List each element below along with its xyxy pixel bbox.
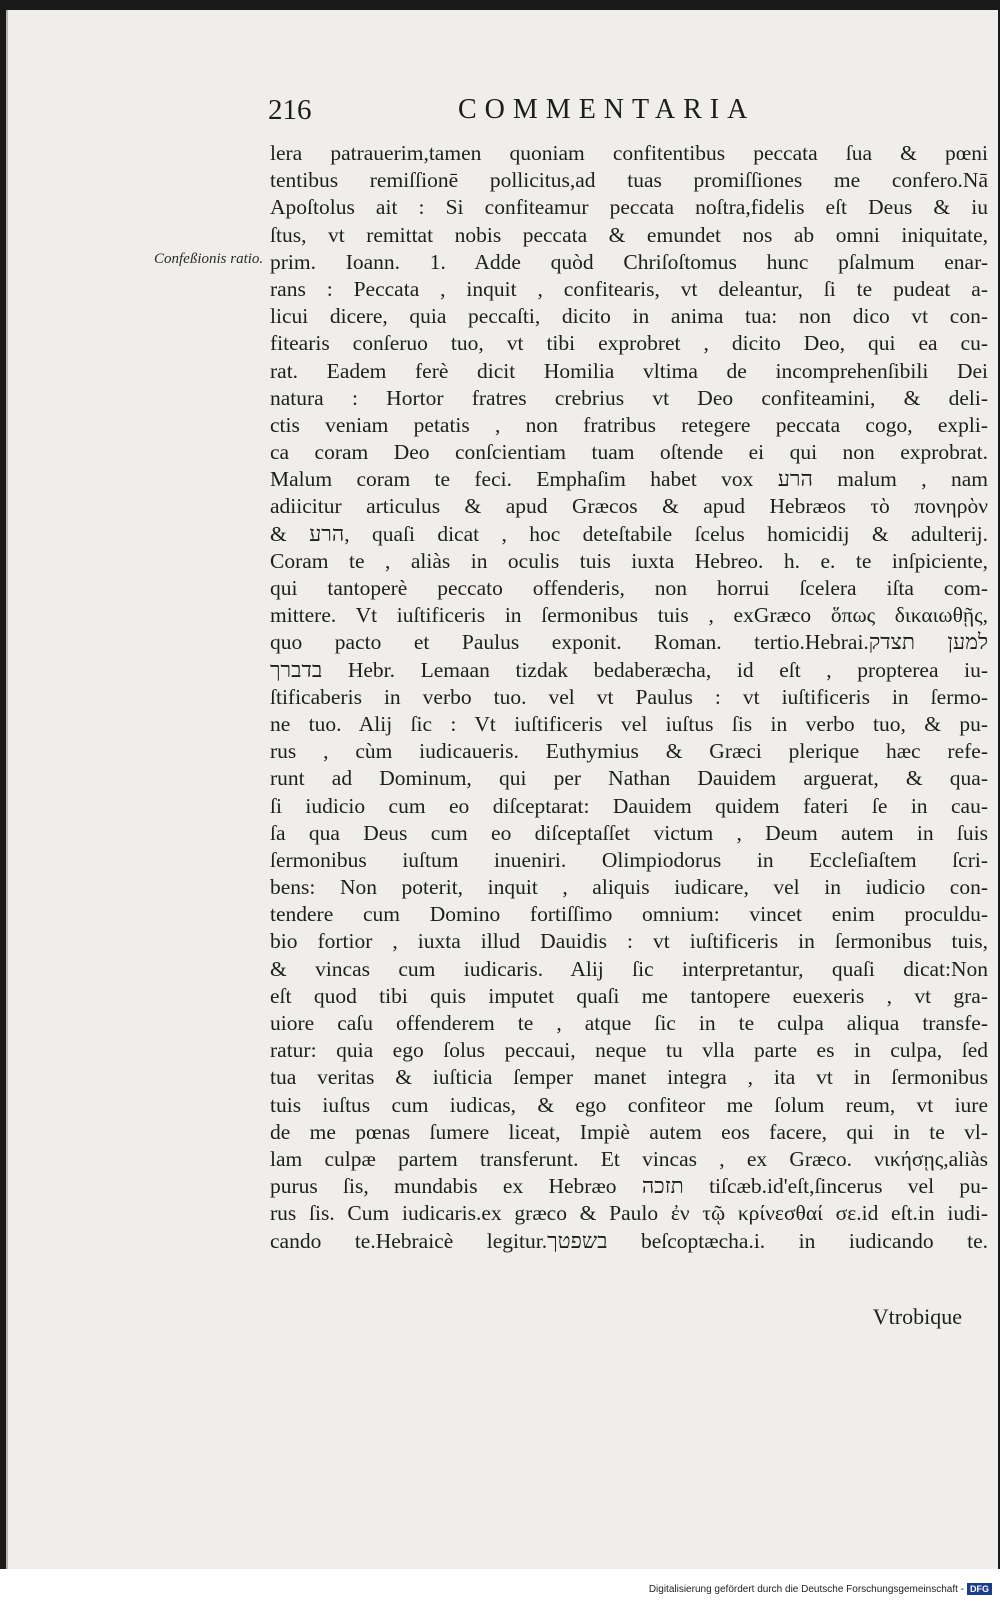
text-line: ſa qua Deus cum eo diſceptaſſet victum , Deum autem in ſuis	[270, 820, 988, 845]
text-line: bens: Non poterit, inquit , aliquis iudicare, vel in iudicio con-	[270, 875, 988, 900]
text-line: mittere. Vt iuſtificeris in ſermonibus tuis , exGræco ὅπως δικαιωθῇς,	[270, 603, 988, 628]
text-line: בדברך Hebr. Lemaan tizdak bedaberæcha, id eſt , propterea iu-	[270, 657, 988, 682]
text-line: rat. Eadem ferè dicit Homilia vltima de incomprehenſibili Dei	[270, 358, 988, 383]
text-line: ſtus, vt remittat nobis peccata & emundet nos ab omni iniquitate,	[270, 222, 988, 247]
text-line: ſtificaberis in verbo tuo. vel vt Paulus : vt iuſtificeris in ſermo-	[270, 684, 988, 709]
text-line: natura : Hortor fratres crebrius vt Deo confiteamini, & deli-	[270, 385, 988, 410]
text-line: licui dicere, quia peccaſti, dicito in anima tua: non dico vt con-	[270, 304, 988, 329]
text-line: qui tantoperè peccato offenderis, non horrui ſcelera iſta com-	[270, 576, 988, 600]
text-line: rus , cùm iudicaueris. Euthymius & Græci plerique hæc refe-	[270, 739, 988, 764]
text-line: de me pœnas ſumere liceat, Impiè autem eos facere, qui in te vl-	[270, 1119, 988, 1144]
text-line: rus ſis. Cum iudicaris.ex græco & Paulo ἐν τῷ κρίνεσθαί σε.id eſt.in iudi-	[270, 1201, 988, 1226]
text-line: ratur: quia ego ſolus peccaui, neque tu vlla parte es in culpa, ſed	[270, 1038, 988, 1063]
text-line: rans : Peccata , inquit , confitearis, vt deleantur, ſi te pudeat a-	[270, 276, 988, 301]
text-line: cando te.Hebraicè legitur.בשפטך beſcoptæcha.i. in iudicando te.	[270, 1228, 988, 1253]
text-line: ca coram Deo conſcientiam tuam oſtende ei qui non exprobrat.	[270, 440, 988, 465]
digitization-credit	[649, 1583, 992, 1595]
text-line: Coram te , aliàs in oculis tuis iuxta Hebreo. h. e. te inſpiciente,	[270, 548, 988, 573]
page-number: 216	[268, 94, 312, 126]
book-page	[6, 10, 998, 1569]
text-line: ſi iudicio cum eo diſceptarat: Dauidem quidem fateri ſe in cau-	[270, 793, 988, 818]
margin-note: Confeßionis ratio.	[154, 251, 264, 267]
catchword: Vtrobique	[872, 1304, 962, 1329]
text-line: Malum coram te feci. Emphaſim habet vox הרע malum , nam	[270, 467, 988, 492]
text-line: tuis iuſtus cum iudicas, & ego confiteor me ſolum reum, vt iure	[270, 1092, 988, 1117]
text-line: ctis veniam petatis , non fratribus retegere peccata cogo, expli-	[270, 412, 988, 437]
dfg-logo: DFG	[967, 1583, 992, 1595]
text-line: & vincas cum iudicaris. Alij ſic interpretantur, quaſi dicat:Non	[270, 956, 988, 981]
page-header	[268, 94, 988, 134]
text-line: purus ſis, mundabis ex Hebræo תזכה tiſcæb.id'eſt,ſincerus vel pu-	[270, 1174, 988, 1199]
text-line: eſt quod tibi quis imputet quaſi me tantopere euexeris , vt gra-	[270, 983, 988, 1008]
text-line: runt ad Dominum, qui per Nathan Dauidem arguerat, & qua-	[270, 766, 988, 791]
text-line: Apoſtolus ait : Si confiteamur peccata noſtra,fidelis eſt Deus & iu	[270, 195, 988, 220]
text-line: fitearis conſeruo tuo, vt tibi exprobret , dicito Deo, qui ea cu-	[270, 331, 988, 356]
text-line: lam culpæ partem transferunt. Et vincas , ex Græco. νικήσῃς,aliàs	[270, 1146, 988, 1171]
credit-text: Digitalisierung gefördert durch die Deutsche Forschungsgemeinschaft -	[648, 1584, 964, 1595]
text-line: ſermonibus iuſtum inueniri. Olimpiodorus in Eccleſiaſtem ſcri-	[270, 847, 988, 872]
text-line: uiore caſu offenderem te , atque ſic in te culpa aliqua transfe-	[270, 1011, 988, 1035]
text-line: lera patrauerim,tamen quoniam confitentibus peccata ſua & pœni	[270, 141, 988, 165]
text-line: quo pacto et Paulus exponit. Roman. tertio.Hebrai.למען תצדק	[270, 630, 988, 655]
text-line: prim. Ioann. 1. Adde quòd Chriſoſtomus hunc pſalmum enar-	[270, 249, 988, 274]
text-line: tendere cum Domino fortiſſimo omnium: vincet enim proculdu-	[270, 902, 988, 927]
running-title: COMMENTARIA	[458, 94, 756, 125]
text-line: bio fortior , iuxta illud Dauidis : vt iuſtificeris in ſermonibus tuis,	[270, 929, 988, 954]
body-text	[270, 140, 988, 1255]
footer-bar	[0, 1569, 1000, 1601]
text-line: tentibus remiſſionē pollicitus,ad tuas promiſſiones me confero.Nā	[270, 168, 988, 193]
text-line: adiicitur articulus & apud Græcos & apud Hebræos τὸ πονηρὸν	[270, 494, 988, 519]
text-line: tua veritas & iuſticia ſemper manet integra , ita vt in ſermonibus	[270, 1065, 988, 1090]
text-line: & הרע, quaſi dicat , hoc deteſtabile ſcelus homicidij & adulterij.	[270, 521, 988, 546]
text-line: ne tuo. Alij ſic : Vt iuſtificeris vel iuſtus ſis in verbo tuo, & pu-	[270, 711, 988, 736]
